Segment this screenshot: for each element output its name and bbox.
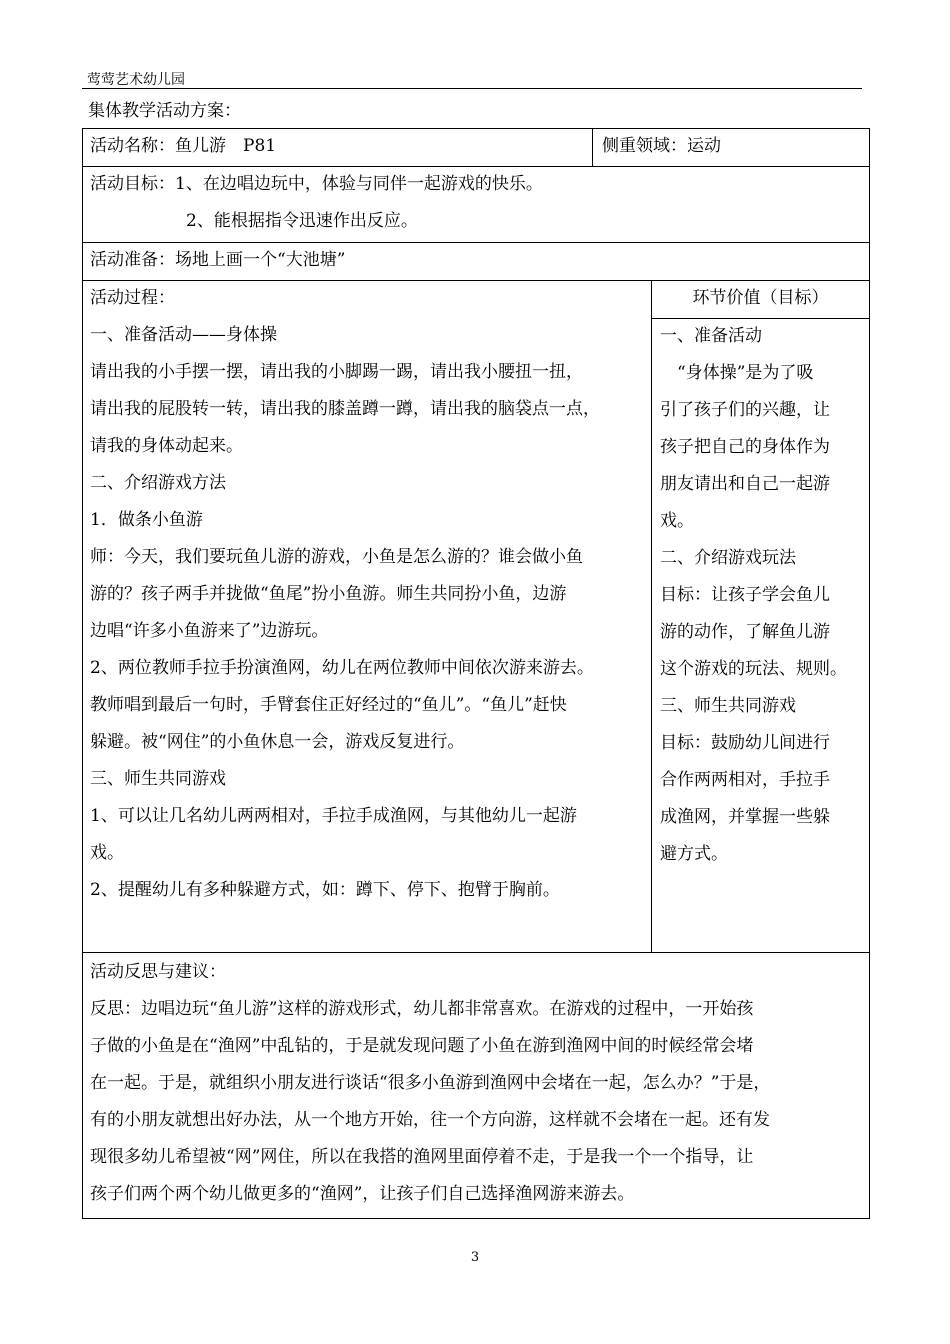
column-divider <box>651 280 652 952</box>
value-line: 游的动作，了解鱼儿游 <box>660 622 830 642</box>
value-line: 孩子把自己的身体作为 <box>660 437 830 457</box>
process-line: 二、介绍游戏方法 <box>90 473 226 493</box>
table-border-bottom <box>82 1218 870 1219</box>
value-line: 避方式。 <box>660 844 728 864</box>
process-line: 游的？孩子两手并拢做“鱼尾”扮小鱼游。师生共同扮小鱼，边游 <box>90 584 567 604</box>
value-line: 一、准备活动 <box>660 326 762 346</box>
reflection-line: 现很多幼儿希望被“网”网住，所以在我搭的渔网里面停着不走，于是我一个一个指导，让 <box>90 1147 754 1167</box>
process-line: 边唱“许多小鱼游来了”边游玩。 <box>90 621 329 641</box>
value-line: 目标：让孩子学会鱼儿 <box>660 585 830 605</box>
reflection-line: 反思：边唱边玩“鱼儿游”这样的游戏形式，幼儿都非常喜欢。在游戏的过程中，一开始孩 <box>90 999 754 1019</box>
focus-domain: 侧重领域：运动 <box>602 136 721 156</box>
value-line: 这个游戏的玩法、规则。 <box>660 659 847 679</box>
process-line: 三、师生共同游戏 <box>90 769 226 789</box>
process-line: 请我的身体动起来。 <box>90 436 243 456</box>
reflection-line: 孩子们两个两个幼儿做更多的“渔网”，让孩子们自己选择渔网游来游去。 <box>90 1184 635 1204</box>
reflection-line: 有的小朋友就想出好办法，从一个地方开始，往一个方向游，这样就不会堵在一起。还有发 <box>90 1110 770 1130</box>
reflection-heading: 活动反思与建议： <box>90 962 226 982</box>
process-line: 躲避。被“网住”的小鱼休息一会，游戏反复进行。 <box>90 732 465 752</box>
value-line: 戏。 <box>660 511 694 531</box>
process-line: 教师唱到最后一句时，手臂套住正好经过的“鱼儿”。“鱼儿”赶快 <box>90 695 567 715</box>
value-line: 朋友请出和自己一起游 <box>660 474 830 494</box>
process-line: 师：今天，我们要玩鱼儿游的游戏，小鱼是怎么游的？谁会做小鱼 <box>90 547 583 567</box>
activity-name: 活动名称：鱼儿游 P81 <box>90 136 277 156</box>
process-line: 2、两位教师手拉手扮演渔网，幼儿在两位教师中间依次游来游去。 <box>90 658 594 678</box>
activity-plan-table <box>82 128 870 1219</box>
activity-value <box>660 318 865 873</box>
activity-goals <box>90 166 865 240</box>
activity-preparation: 活动准备：场地上画一个“大池塘” <box>90 250 346 270</box>
activity-process <box>90 280 648 909</box>
process-line: 戏。 <box>90 843 124 863</box>
process-heading: 活动过程： <box>90 288 175 308</box>
process-line: 请出我的屁股转一转，请出我的膝盖蹲一蹲，请出我的脑袋点一点， <box>90 399 600 419</box>
value-line: “身体操”是为了吸 <box>660 363 814 383</box>
process-line: 2、提醒幼儿有多种躲避方式，如：蹲下、停下、抱臂于胸前。 <box>90 880 560 900</box>
value-line: 引了孩子们的兴趣，让 <box>660 400 830 420</box>
page-number: 3 <box>470 1250 480 1265</box>
value-heading: 环节价值（目标） <box>692 288 829 308</box>
table-border-right <box>869 128 870 1219</box>
document-title: 集体教学活动方案： <box>88 101 241 121</box>
process-line: 一、准备活动——身体操 <box>90 325 277 345</box>
value-line: 二、介绍游戏玩法 <box>660 548 796 568</box>
school-header: 莺莺艺术幼儿园 <box>87 72 185 88</box>
activity-reflection <box>90 954 866 1213</box>
table-border-left <box>82 128 83 1219</box>
process-line: 1．做条小鱼游 <box>90 510 203 530</box>
value-line: 合作两两相对，手拉手 <box>660 770 830 790</box>
process-line: 请出我的小手摆一摆，请出我的小脚踢一踢，请出我小腰扭一扭， <box>90 362 583 382</box>
goal-line: 2、能根据指令迅速作出反应。 <box>186 211 418 231</box>
value-line: 目标：鼓励幼儿间进行 <box>660 733 830 753</box>
column-divider <box>592 128 593 166</box>
row-divider <box>82 952 870 953</box>
value-line: 三、师生共同游戏 <box>660 696 796 716</box>
goal-line: 活动目标：1、在边唱边玩中，体验与同伴一起游戏的快乐。 <box>90 174 543 194</box>
reflection-line: 子做的小鱼是在“渔网”中乱钻的，于是就发现问题了小鱼在游到渔网中间的时候经常会堵 <box>90 1036 754 1056</box>
value-line: 成渔网，并掌握一些躲 <box>660 807 830 827</box>
reflection-line: 在一起。于是，就组织小朋友进行谈话“很多小鱼游到渔网中会堵在一起，怎么办？”于是， <box>90 1073 771 1093</box>
process-line: 1、可以让几名幼儿两两相对，手拉手成渔网，与其他幼儿一起游 <box>90 806 577 826</box>
header-divider <box>82 88 862 89</box>
